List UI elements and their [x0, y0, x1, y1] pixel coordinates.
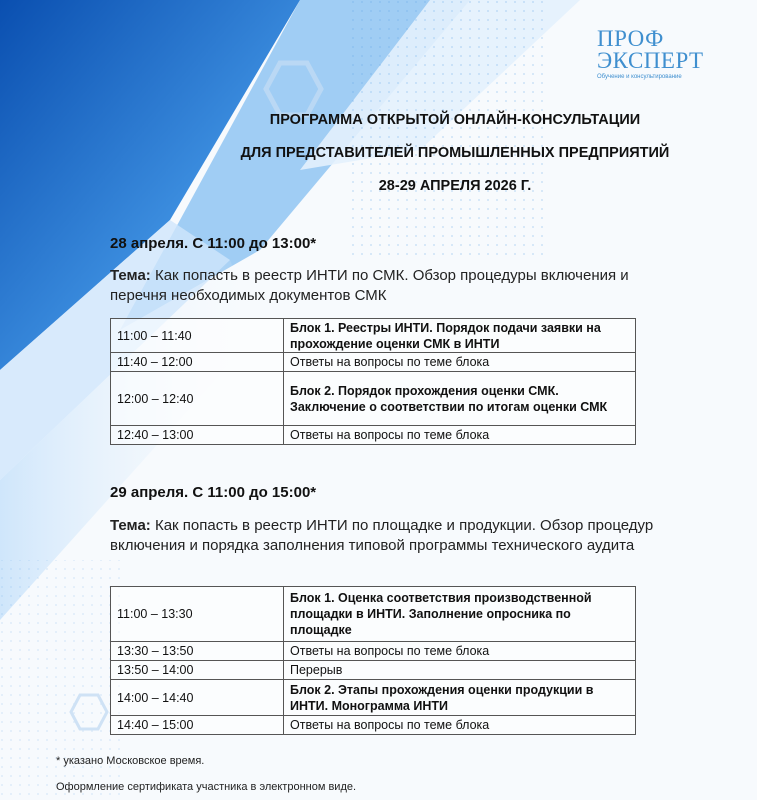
certificate-note: Оформление сертификата участника в электронном виде.: [56, 781, 357, 793]
time-cell: 14:40 – 15:00: [111, 716, 284, 735]
day2-topic: [110, 516, 670, 556]
day2-topic-text: Как попасть в реестр ИНТИ по площадке и продукции. Обзор процедур включения и порядка заполнения типовой программы технического аудита: [110, 517, 654, 554]
table-row: [111, 642, 636, 661]
desc-cell: Ответы на вопросы по теме блока: [284, 716, 636, 735]
day1-topic-label: Тема:: [110, 267, 151, 284]
table-row: [111, 661, 636, 680]
logo-tagline: Обучение и консультирование: [597, 74, 682, 80]
desc-cell: Ответы на вопросы по теме блока: [284, 353, 636, 372]
desc-cell: Блок 1. Оценка соответствия производственной площадки в ИНТИ. Заполнение опросника по площадке: [284, 587, 636, 642]
brand-logo: [597, 28, 704, 80]
desc-cell: Блок 2. Порядок прохождения оценки СМК. Заключение о соответствии по итогам оценки СМК: [284, 372, 636, 426]
time-cell: 13:30 – 13:50: [111, 642, 284, 661]
title-line-2: ДЛЯ ПРЕДСТАВИТЕЛЕЙ ПРОМЫШЛЕННЫХ ПРЕДПРИЯТИЙ: [240, 145, 670, 161]
time-cell: 14:00 – 14:40: [111, 680, 284, 716]
day1-heading: 28 апреля. С 11:00 до 13:00*: [110, 235, 317, 252]
day2-schedule-table: [110, 586, 636, 735]
timezone-footnote: * указано Московское время.: [56, 755, 205, 767]
desc-cell: Перерыв: [284, 661, 636, 680]
table-row: [111, 426, 636, 445]
table-row: [111, 716, 636, 735]
desc-cell: Блок 1. Реестры ИНТИ. Порядок подачи заявки на прохождение оценки СМК в ИНТИ: [284, 319, 636, 353]
desc-cell: Ответы на вопросы по теме блока: [284, 642, 636, 661]
table-row: [111, 680, 636, 716]
time-cell: 11:00 – 13:30: [111, 587, 284, 642]
day1-schedule-table: [110, 318, 636, 445]
table-row: [111, 319, 636, 353]
logo-line-1: ПРОФ: [597, 26, 664, 51]
table-row: [111, 372, 636, 426]
time-cell: 11:40 – 12:00: [111, 353, 284, 372]
logo-line-2: ЭКСПЕРТ: [597, 48, 704, 73]
title-line-3: 28-29 АПРЕЛЯ 2026 Г.: [378, 178, 532, 194]
table-row: [111, 587, 636, 642]
day2-heading: 29 апреля. С 11:00 до 15:00*: [110, 484, 317, 501]
time-cell: 11:00 – 11:40: [111, 319, 284, 353]
title-line-1: ПРОГРАММА ОТКРЫТОЙ ОНЛАЙН-КОНСУЛЬТАЦИИ: [269, 112, 641, 128]
desc-cell: Блок 2. Этапы прохождения оценки продукции в ИНТИ. Монограмма ИНТИ: [284, 680, 636, 716]
day1-topic-text: Как попасть в реестр ИНТИ по СМК. Обзор процедуры включения и перечня необходимых документов СМК: [110, 267, 629, 304]
day1-topic: [110, 266, 670, 306]
time-cell: 12:00 – 12:40: [111, 372, 284, 426]
time-cell: 12:40 – 13:00: [111, 426, 284, 445]
desc-cell: Ответы на вопросы по теме блока: [284, 426, 636, 445]
time-cell: 13:50 – 14:00: [111, 661, 284, 680]
table-row: [111, 353, 636, 372]
day2-topic-label: Тема:: [110, 517, 151, 534]
